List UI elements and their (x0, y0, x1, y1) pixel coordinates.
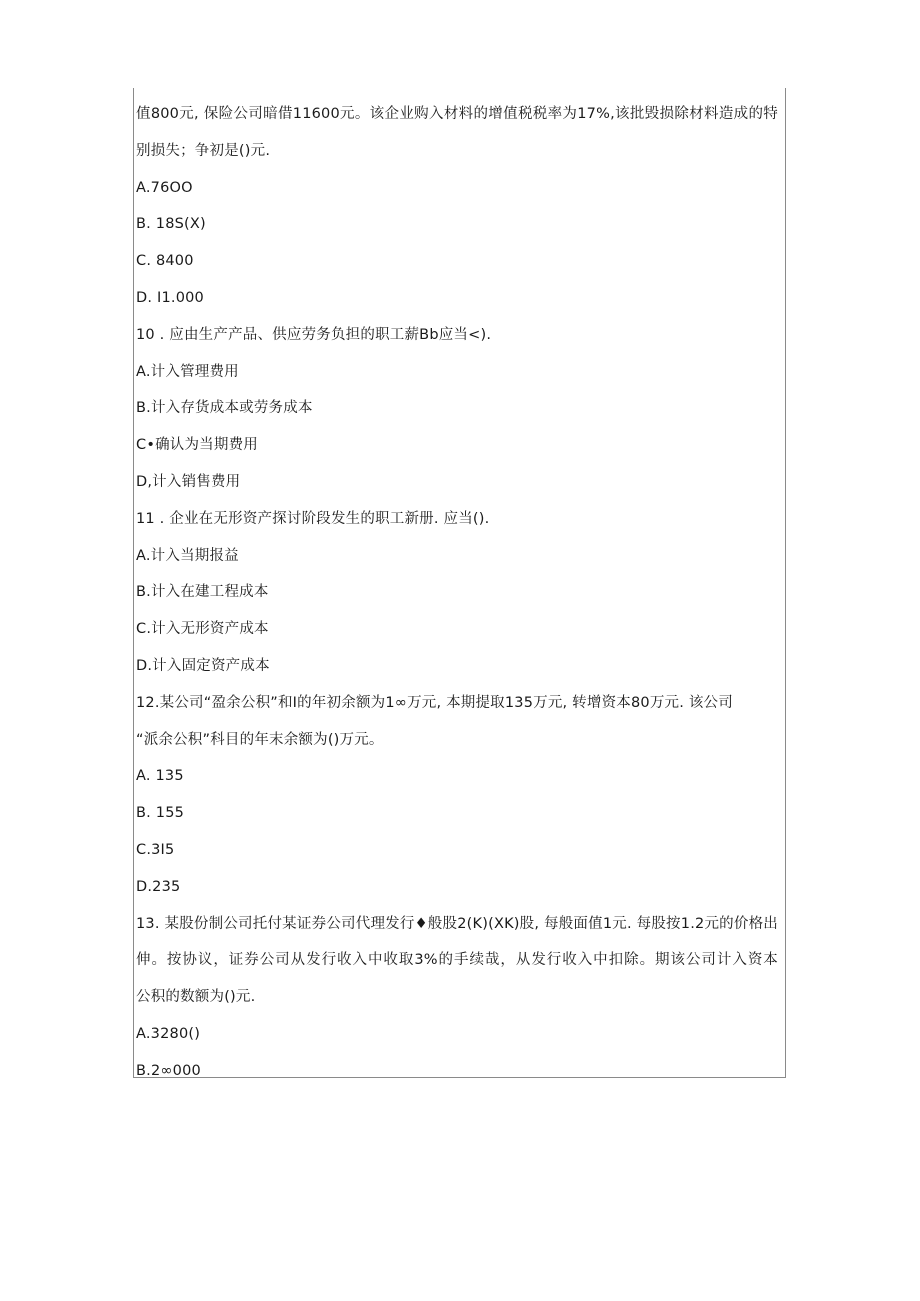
question-10: 10 . 应由生产产品、供应劳务负担的职工薪Bb应当<). (136, 326, 492, 343)
document-body (136, 96, 778, 1090)
option-b: B. 18S(X) (136, 216, 206, 233)
question-13-cont: 伸。按协议，证券公司从发行收入中收取3%的手续哉，从发行收入中扣除。期该公司计入资本 (136, 952, 778, 969)
option-d: D,计入销售费用 (136, 473, 241, 490)
text-line: 别损失；争初是()元. (136, 142, 271, 159)
question-12: 12.某公司“盈余公积”和I的年初余额为1∞万元, 本期提取135万元, 转增资本80万元. 该公司 (136, 694, 733, 711)
option-a: A. 135 (136, 768, 184, 785)
question-12-cont: “派余公积”科目的年末余额为()万元。 (136, 731, 384, 748)
text-line: 值800元, 保险公司暗借11600元。该企业购入材料的增值税税率为17%,该批毁损除材料造成的特 (136, 106, 778, 122)
option-b: B.计入存货成本或劳务成本 (136, 400, 313, 417)
question-11: 11 . 企业在无形资产探讨阶段发生的职工新册. 应当(). (136, 510, 490, 527)
option-b: B. 155 (136, 805, 185, 822)
option-b: B.计入在建工程成本 (136, 584, 269, 601)
option-a: A.76OO (136, 179, 193, 196)
question-13: 13. 某股份制公司托付某证券公司代理发行♦般股2(K)(XK)股, 每般面值1元. 每股按1.2元的价格出 (136, 915, 778, 932)
option-b: B.2∞000 (136, 1062, 201, 1079)
option-a: A.计入当期报益 (136, 547, 239, 564)
question-13-cont: 公积的数额为()元. (136, 989, 256, 1006)
option-c: C.计入无形资产成本 (136, 621, 269, 638)
option-a: A.计入管理费用 (136, 363, 239, 380)
option-d: D. I1.000 (136, 289, 204, 306)
option-c: C. 8400 (136, 253, 194, 270)
option-c: C•确认为当期费用 (136, 437, 258, 454)
option-c: C.3I5 (136, 841, 175, 858)
option-d: D.计入固定资产成本 (136, 657, 270, 674)
option-a: A.3280() (136, 1025, 201, 1042)
option-d: D.235 (136, 878, 181, 895)
